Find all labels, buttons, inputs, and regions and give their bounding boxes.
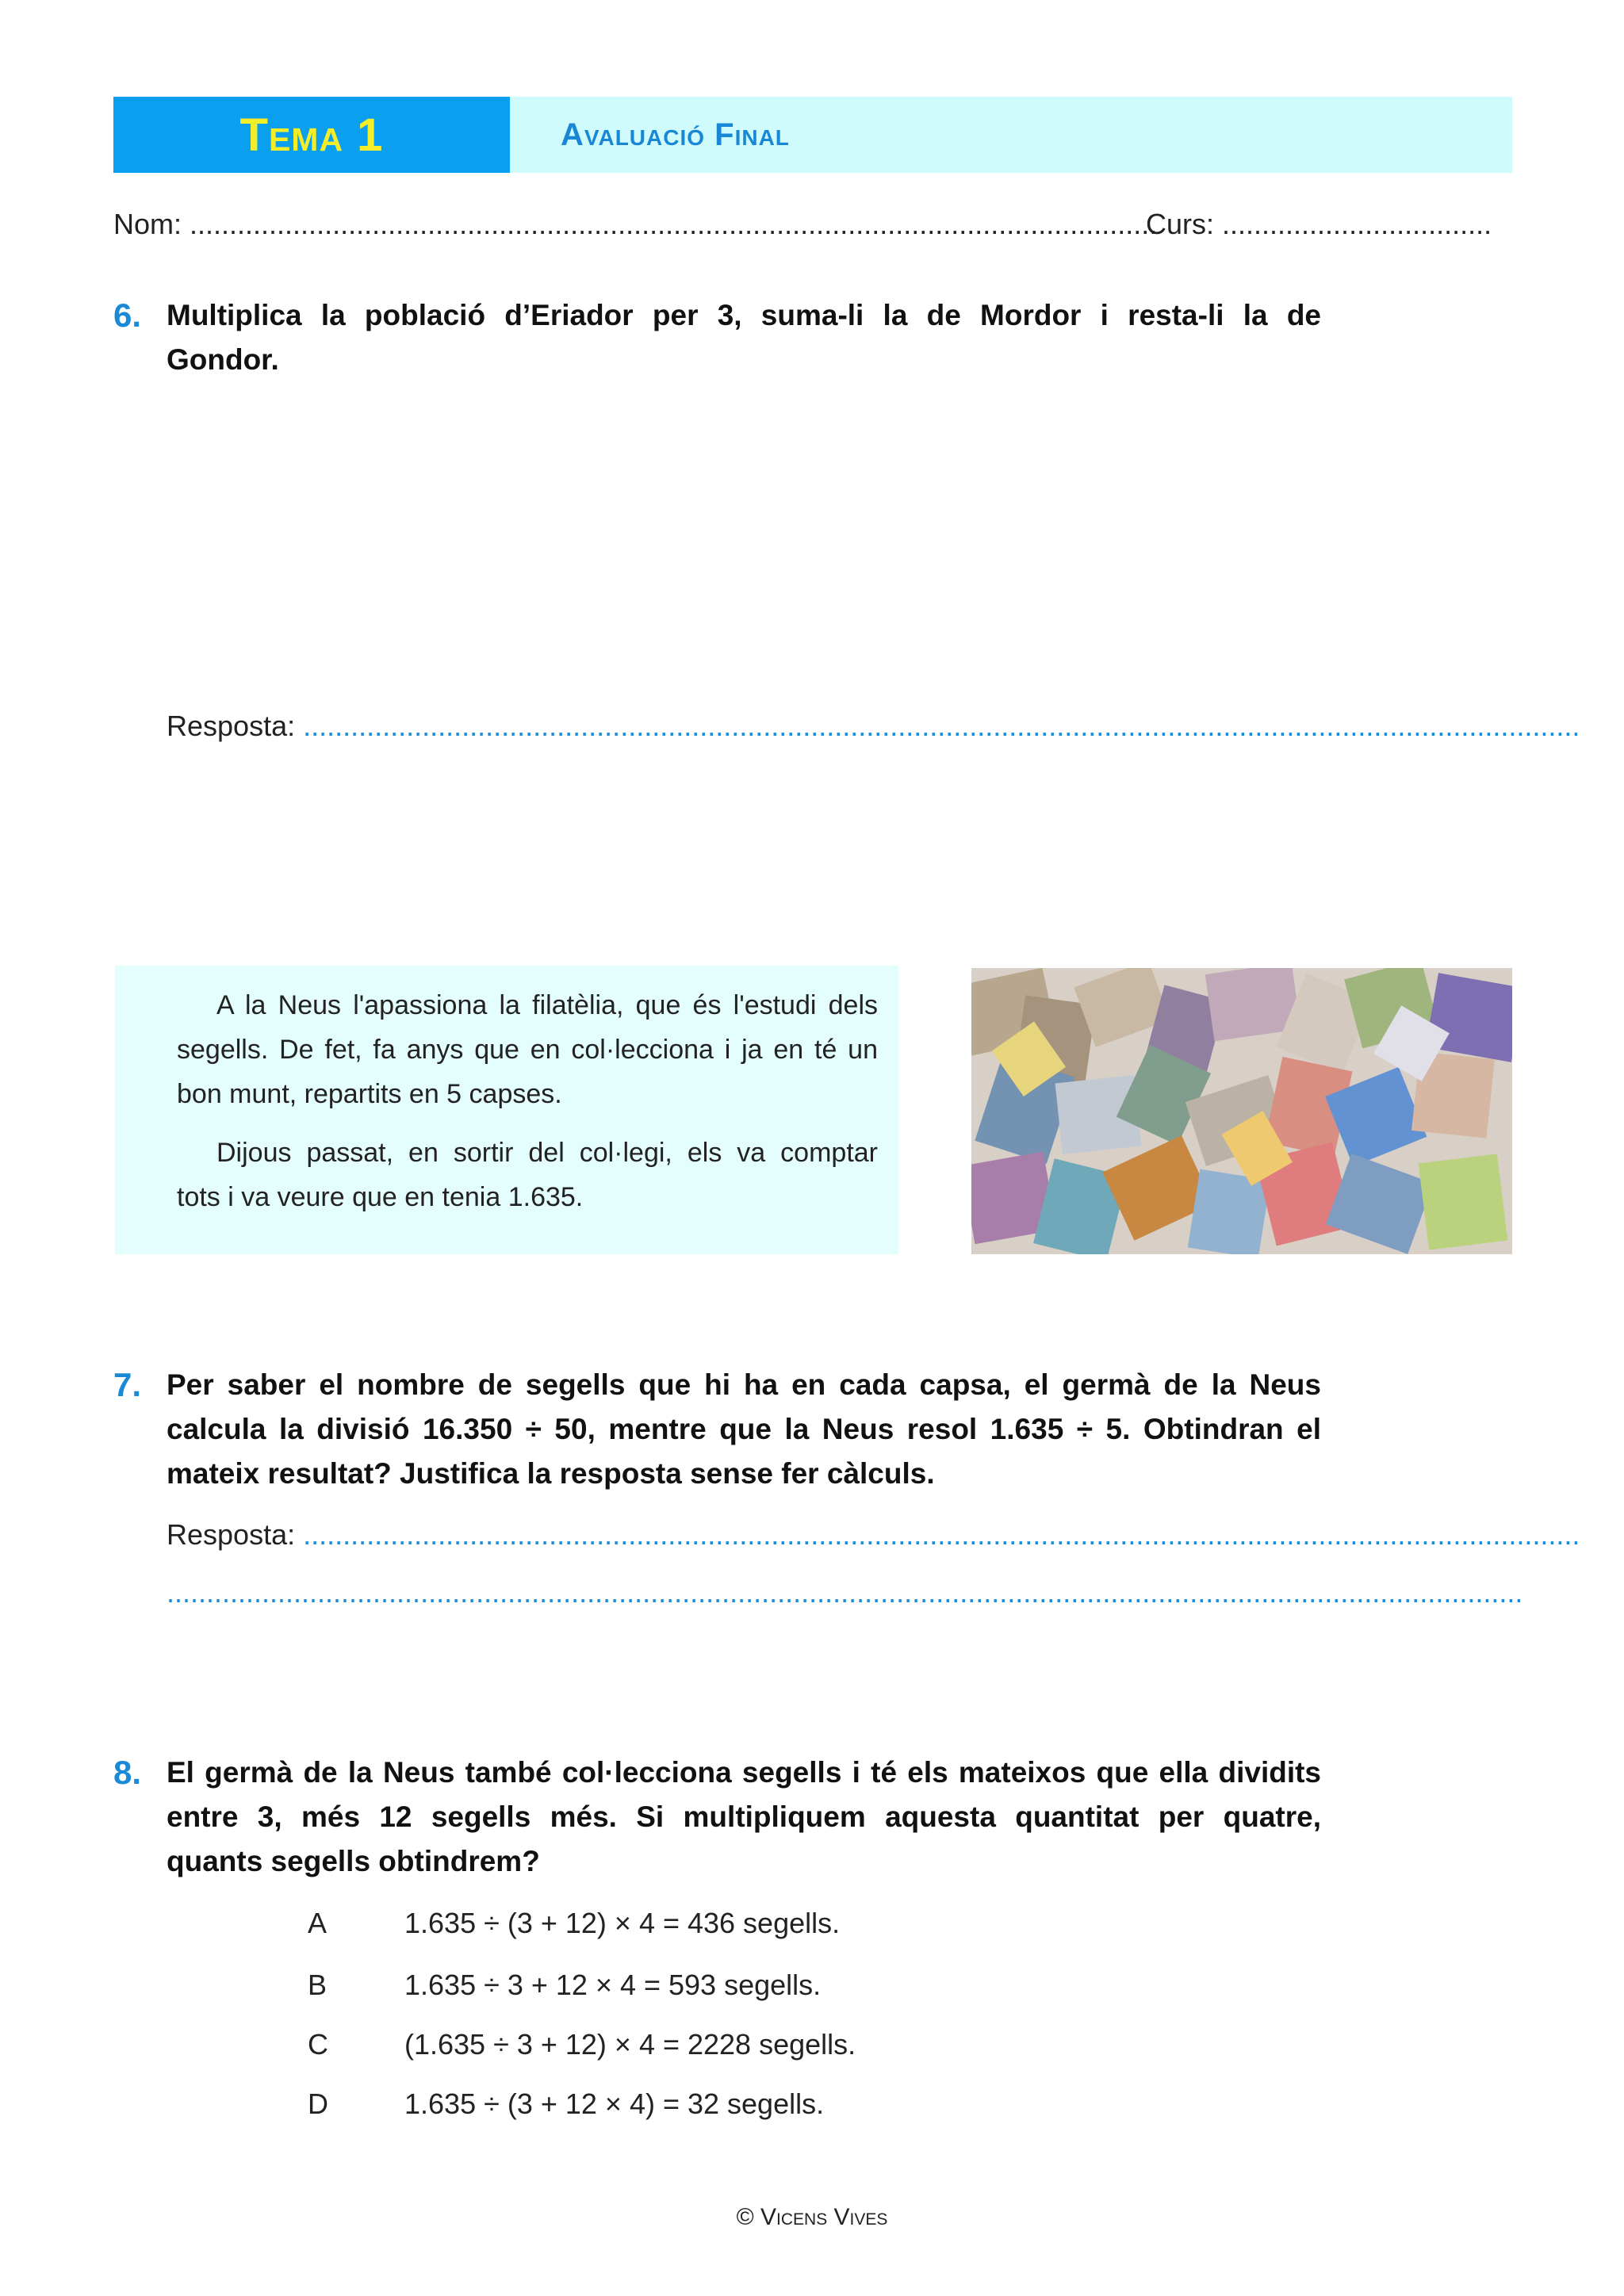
curs-field[interactable]: .................................. <box>1222 208 1492 240</box>
curs-line <box>1146 208 1492 241</box>
option-b-text[interactable]: 1.635 ÷ 3 + 12 × 4 = 593 segells. <box>404 1969 822 2001</box>
question-8-text <box>167 1751 1321 1884</box>
option-a-letter[interactable]: A <box>308 1907 327 1939</box>
option-c-letter[interactable]: C <box>308 2028 328 2061</box>
answer-label: Resposta: <box>167 710 296 742</box>
story-paragraph-1 <box>177 983 878 1116</box>
question-7-text <box>167 1363 1321 1496</box>
tema-title: Tema 1 <box>239 109 384 161</box>
story-line: tots i va veure que en tenia 1.635. <box>177 1182 584 1212</box>
question-7-line: mateix resultat? Justifica la resposta sense fer càlculs. <box>167 1457 935 1490</box>
story-line: segells. De fet, fa anys que en col·lecciona i ja en té un <box>177 1035 878 1065</box>
question-7-answer <box>167 1518 1580 1552</box>
question-8-line: quants segells obtindrem? <box>167 1845 540 1877</box>
option-c-text[interactable]: (1.635 ÷ 3 + 12) × 4 = 2228 segells. <box>404 2028 856 2061</box>
answer-label: Resposta: <box>167 1518 296 1551</box>
answer-field[interactable]: ................................................................................................................................................................. <box>303 1518 1580 1551</box>
question-7-number: 7. <box>113 1366 142 1403</box>
story-box <box>115 966 898 1254</box>
question-7-line: Per saber el nombre de segells que hi ha en cada capsa, el germà de la Neus <box>167 1368 1321 1401</box>
question-8-line: entre 3, més 12 segells més. Si multipliquem aquesta quantitat per quatre, <box>167 1800 1321 1833</box>
nom-line <box>113 208 1157 241</box>
answer-field-line-2[interactable]: ........................................................................................................................................................................... <box>167 1576 1523 1609</box>
question-6-answer <box>167 710 1580 743</box>
nom-label: Nom: <box>113 208 182 240</box>
question-7-line: calcula la divisió 16.350 ÷ 50, mentre que la Neus resol 1.635 ÷ 5. Obtindran el <box>167 1413 1321 1445</box>
option-b-letter[interactable]: B <box>308 1969 327 2001</box>
story-paragraph-2 <box>177 1131 878 1219</box>
footer-copyright: © Vicens Vives <box>736 2204 888 2230</box>
question-6-number: 6. <box>113 297 142 334</box>
question-6-line: Gondor. <box>167 343 279 376</box>
question-8-number: 8. <box>113 1754 142 1791</box>
section-title: Avaluació Final <box>561 117 790 152</box>
option-d-letter[interactable]: D <box>308 2087 328 2120</box>
curs-label: Curs: <box>1146 208 1215 240</box>
question-8-line: El germà de la Neus també col·lecciona segells i té els mateixos que ella dividits <box>167 1756 1321 1789</box>
story-line: A la Neus l'apassiona la filatèlia, que és l'estudi dels <box>216 990 878 1020</box>
answer-field[interactable]: ................................................................................................................................................................. <box>303 710 1580 742</box>
header-section-band <box>510 97 1512 173</box>
stamps-photo <box>971 968 1512 1254</box>
nom-field[interactable]: .......................................................................................................................... <box>190 208 1158 240</box>
option-d-text[interactable]: 1.635 ÷ (3 + 12 × 4) = 32 segells. <box>404 2087 825 2120</box>
story-line: bon munt, repartits en 5 capses. <box>177 1079 562 1109</box>
header-tema-band <box>113 97 510 173</box>
stamps-image <box>971 968 1512 1254</box>
question-6-text <box>167 293 1321 382</box>
option-a-text[interactable]: 1.635 ÷ (3 + 12) × 4 = 436 segells. <box>404 1907 841 1939</box>
question-6-line: Multiplica la població d’Eriador per 3, suma-li la de Mordor i resta-li la de <box>167 299 1321 331</box>
story-line: Dijous passat, en sortir del col·legi, els va comptar <box>216 1138 878 1168</box>
